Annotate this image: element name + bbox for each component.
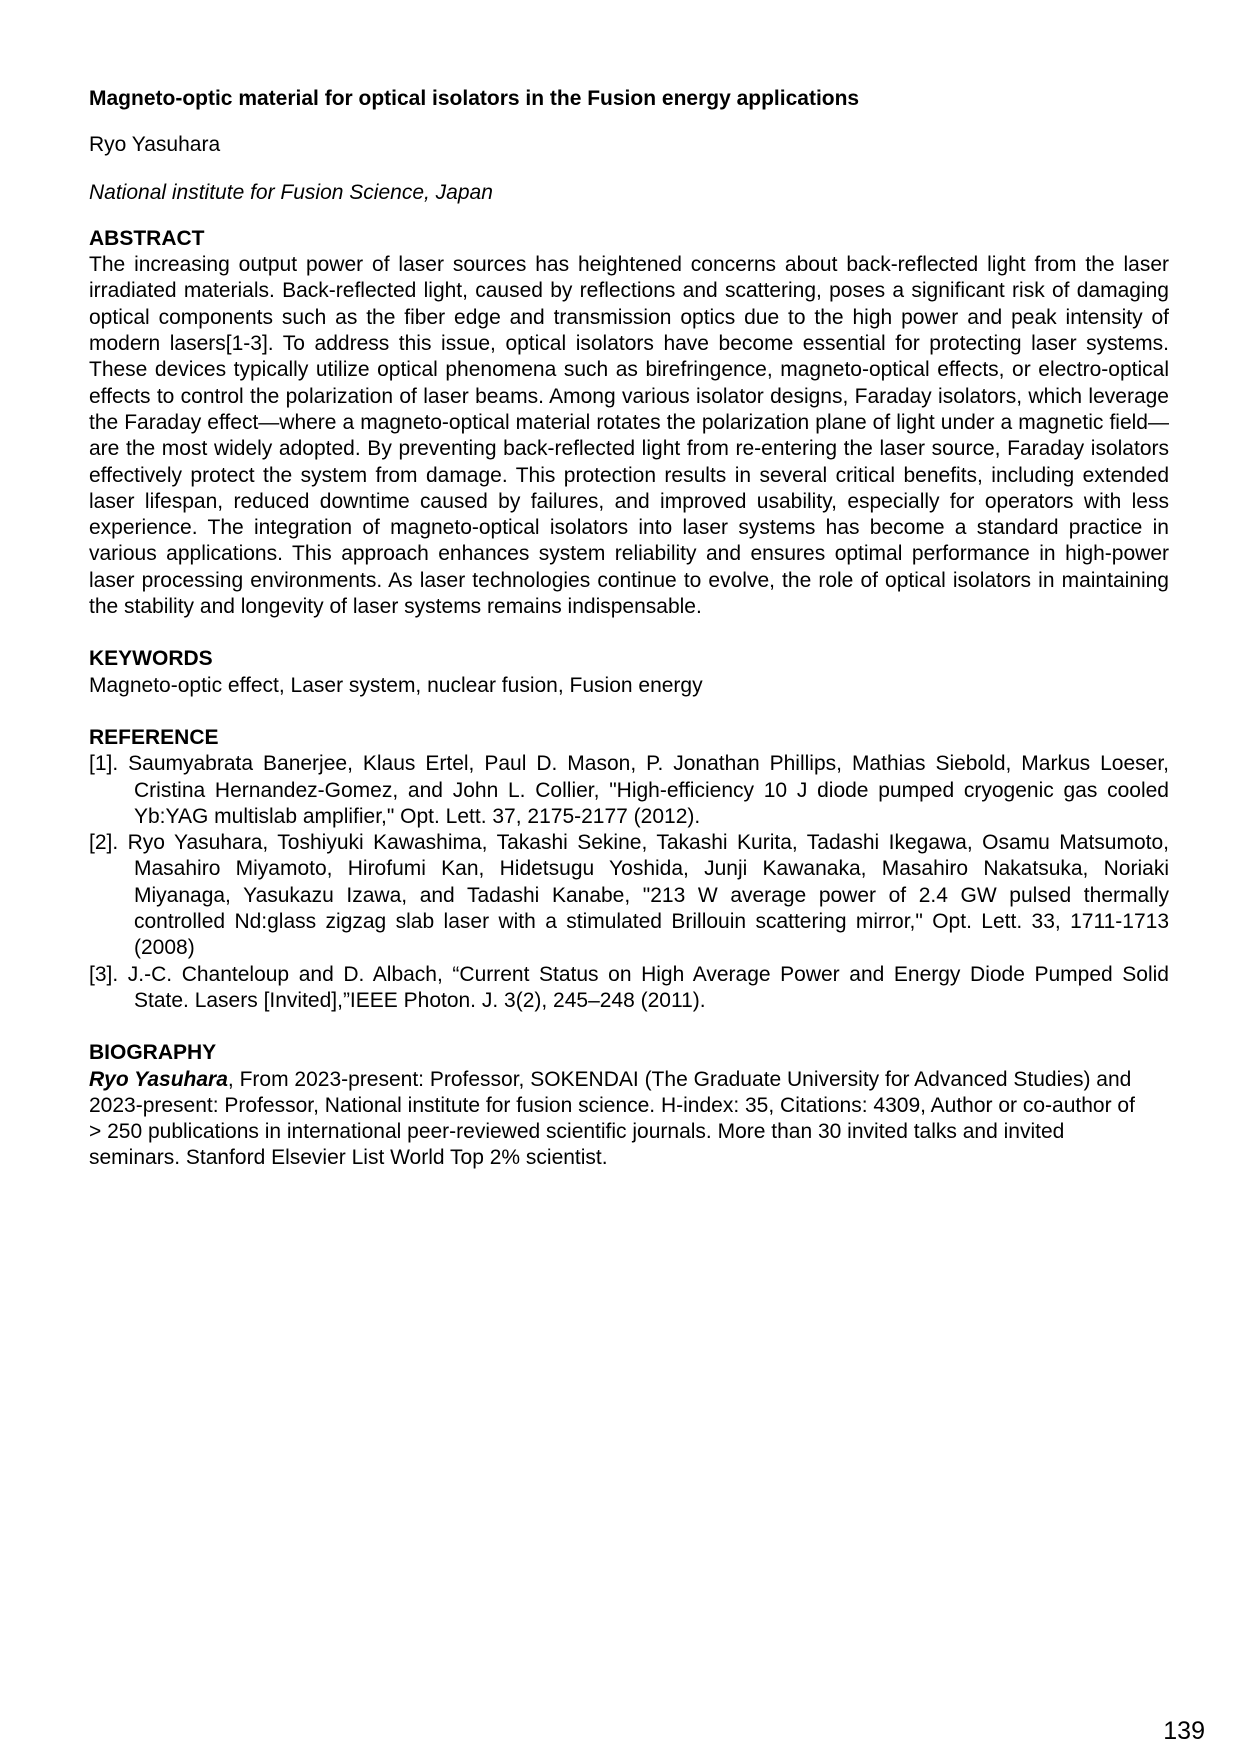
- biography-section: [89, 1040, 1169, 1171]
- reference-item-2: [2]. Ryo Yasuhara, Toshiyuki Kawashima, Takashi Sekine, Takashi Kurita, Tadashi Ikegawa, Osamu Matsumoto, Masahiro Miyamoto, Hirofumi Kan, Hidetsugu Yoshida, Junji Kawanaka, Masahiro Nakatsuka, Noriaki Miyanaga, Yasukazu Izawa, and Tadashi Kanabe, "213 W average power of 2.4 GW pulsed thermally controlled Nd:glass zigzag slab laser with a stimulated Brillouin scattering mirror," Opt. Lett. 33, 1711-1713 (2008): [89, 831, 1169, 960]
- keywords-text: Magneto-optic effect, Laser system, nuclear fusion, Fusion energy: [89, 673, 703, 697]
- keywords-heading: KEYWORDS: [89, 647, 213, 671]
- page-number: 139: [1163, 1717, 1205, 1745]
- biography-name: Ryo Yasuhara: [89, 1067, 228, 1091]
- biography-text: [89, 1067, 1149, 1172]
- abstract-heading: ABSTRACT: [89, 226, 205, 250]
- keywords-section: [89, 646, 1169, 699]
- abstract-text: The increasing output power of laser sources has heightened concerns about back-reflected light from the laser irradiated materials. Back-reflected light, caused by reflections and scattering, poses a significant risk of damaging optical components such as the fiber edge and transmission optics due to the high power and peak intensity of modern lasers[1-3]. To address this issue, optical isolators have become essential for protecting laser systems. These devices typically utilize optical phenomena such as birefringence, magneto-optical effects, or electro-optical effects to control the polarization of laser beams. Among various isolator designs, Faraday isolators, which leverage the Faraday effect—where a magneto-optical material rotates the polarization plane of light under a magnetic field—are the most widely adopted. By preventing back-reflected light from re-entering the laser source, Faraday isolators effectively protect the system from damage. This protection results in several critical benefits, including extended laser lifespan, reduced downtime caused by failures, and improved usability, especially for operators with less experience. The integration of magneto-optical isolators into laser systems has become a standard practice in various applications. This approach enhances system reliability and ensures optimal performance in high-power laser processing environments. As laser technologies continue to evolve, the role of optical isolators in maintaining the stability and longevity of laser systems remains indispensable.: [89, 253, 1169, 619]
- paper-page: [89, 86, 1169, 1198]
- author-name: Ryo Yasuhara: [89, 133, 221, 157]
- biography-heading: BIOGRAPHY: [89, 1041, 217, 1065]
- reference-item-3: [3]. J.-C. Chanteloup and D. Albach, “Current Status on High Average Power and Energy Diode Pumped Solid State. Lasers [Invited],”IEEE Photon. J. 3(2), 245–248 (2011).: [89, 962, 1169, 1012]
- reference-item-1: [1]. Saumyabrata Banerjee, Klaus Ertel, Paul D. Mason, P. Jonathan Phillips, Mathias Siebold, Markus Loeser, Cristina Hernandez-Gomez, and John L. Collier, "High-efficiency 10 J diode pumped cryogenic gas cooled Yb:YAG multislab amplifier," Opt. Lett. 37, 2175-2177 (2012).: [89, 752, 1169, 828]
- references-section: [89, 725, 1169, 1014]
- biography-body: , From 2023-present: Professor, SOKENDAI (The Graduate University for Advanced Studies) and 2023-present: Professor, National institute for fusion science. H-index: 35, Citations: 4309, Author or co-author of > 250 publications in international peer-reviewed scientific journals. More than 30 invited talks and invited seminars. Stanford Elsevier List World Top 2% scientist.: [89, 1067, 1135, 1170]
- paper-title: Magneto-optic material for optical isolators in the Fusion energy applications: [89, 87, 860, 110]
- author-affiliation: National institute for Fusion Science, Japan: [89, 180, 493, 204]
- reference-list: [89, 751, 1169, 1014]
- references-heading: REFERENCE: [89, 725, 219, 749]
- abstract-section: [89, 226, 1169, 620]
